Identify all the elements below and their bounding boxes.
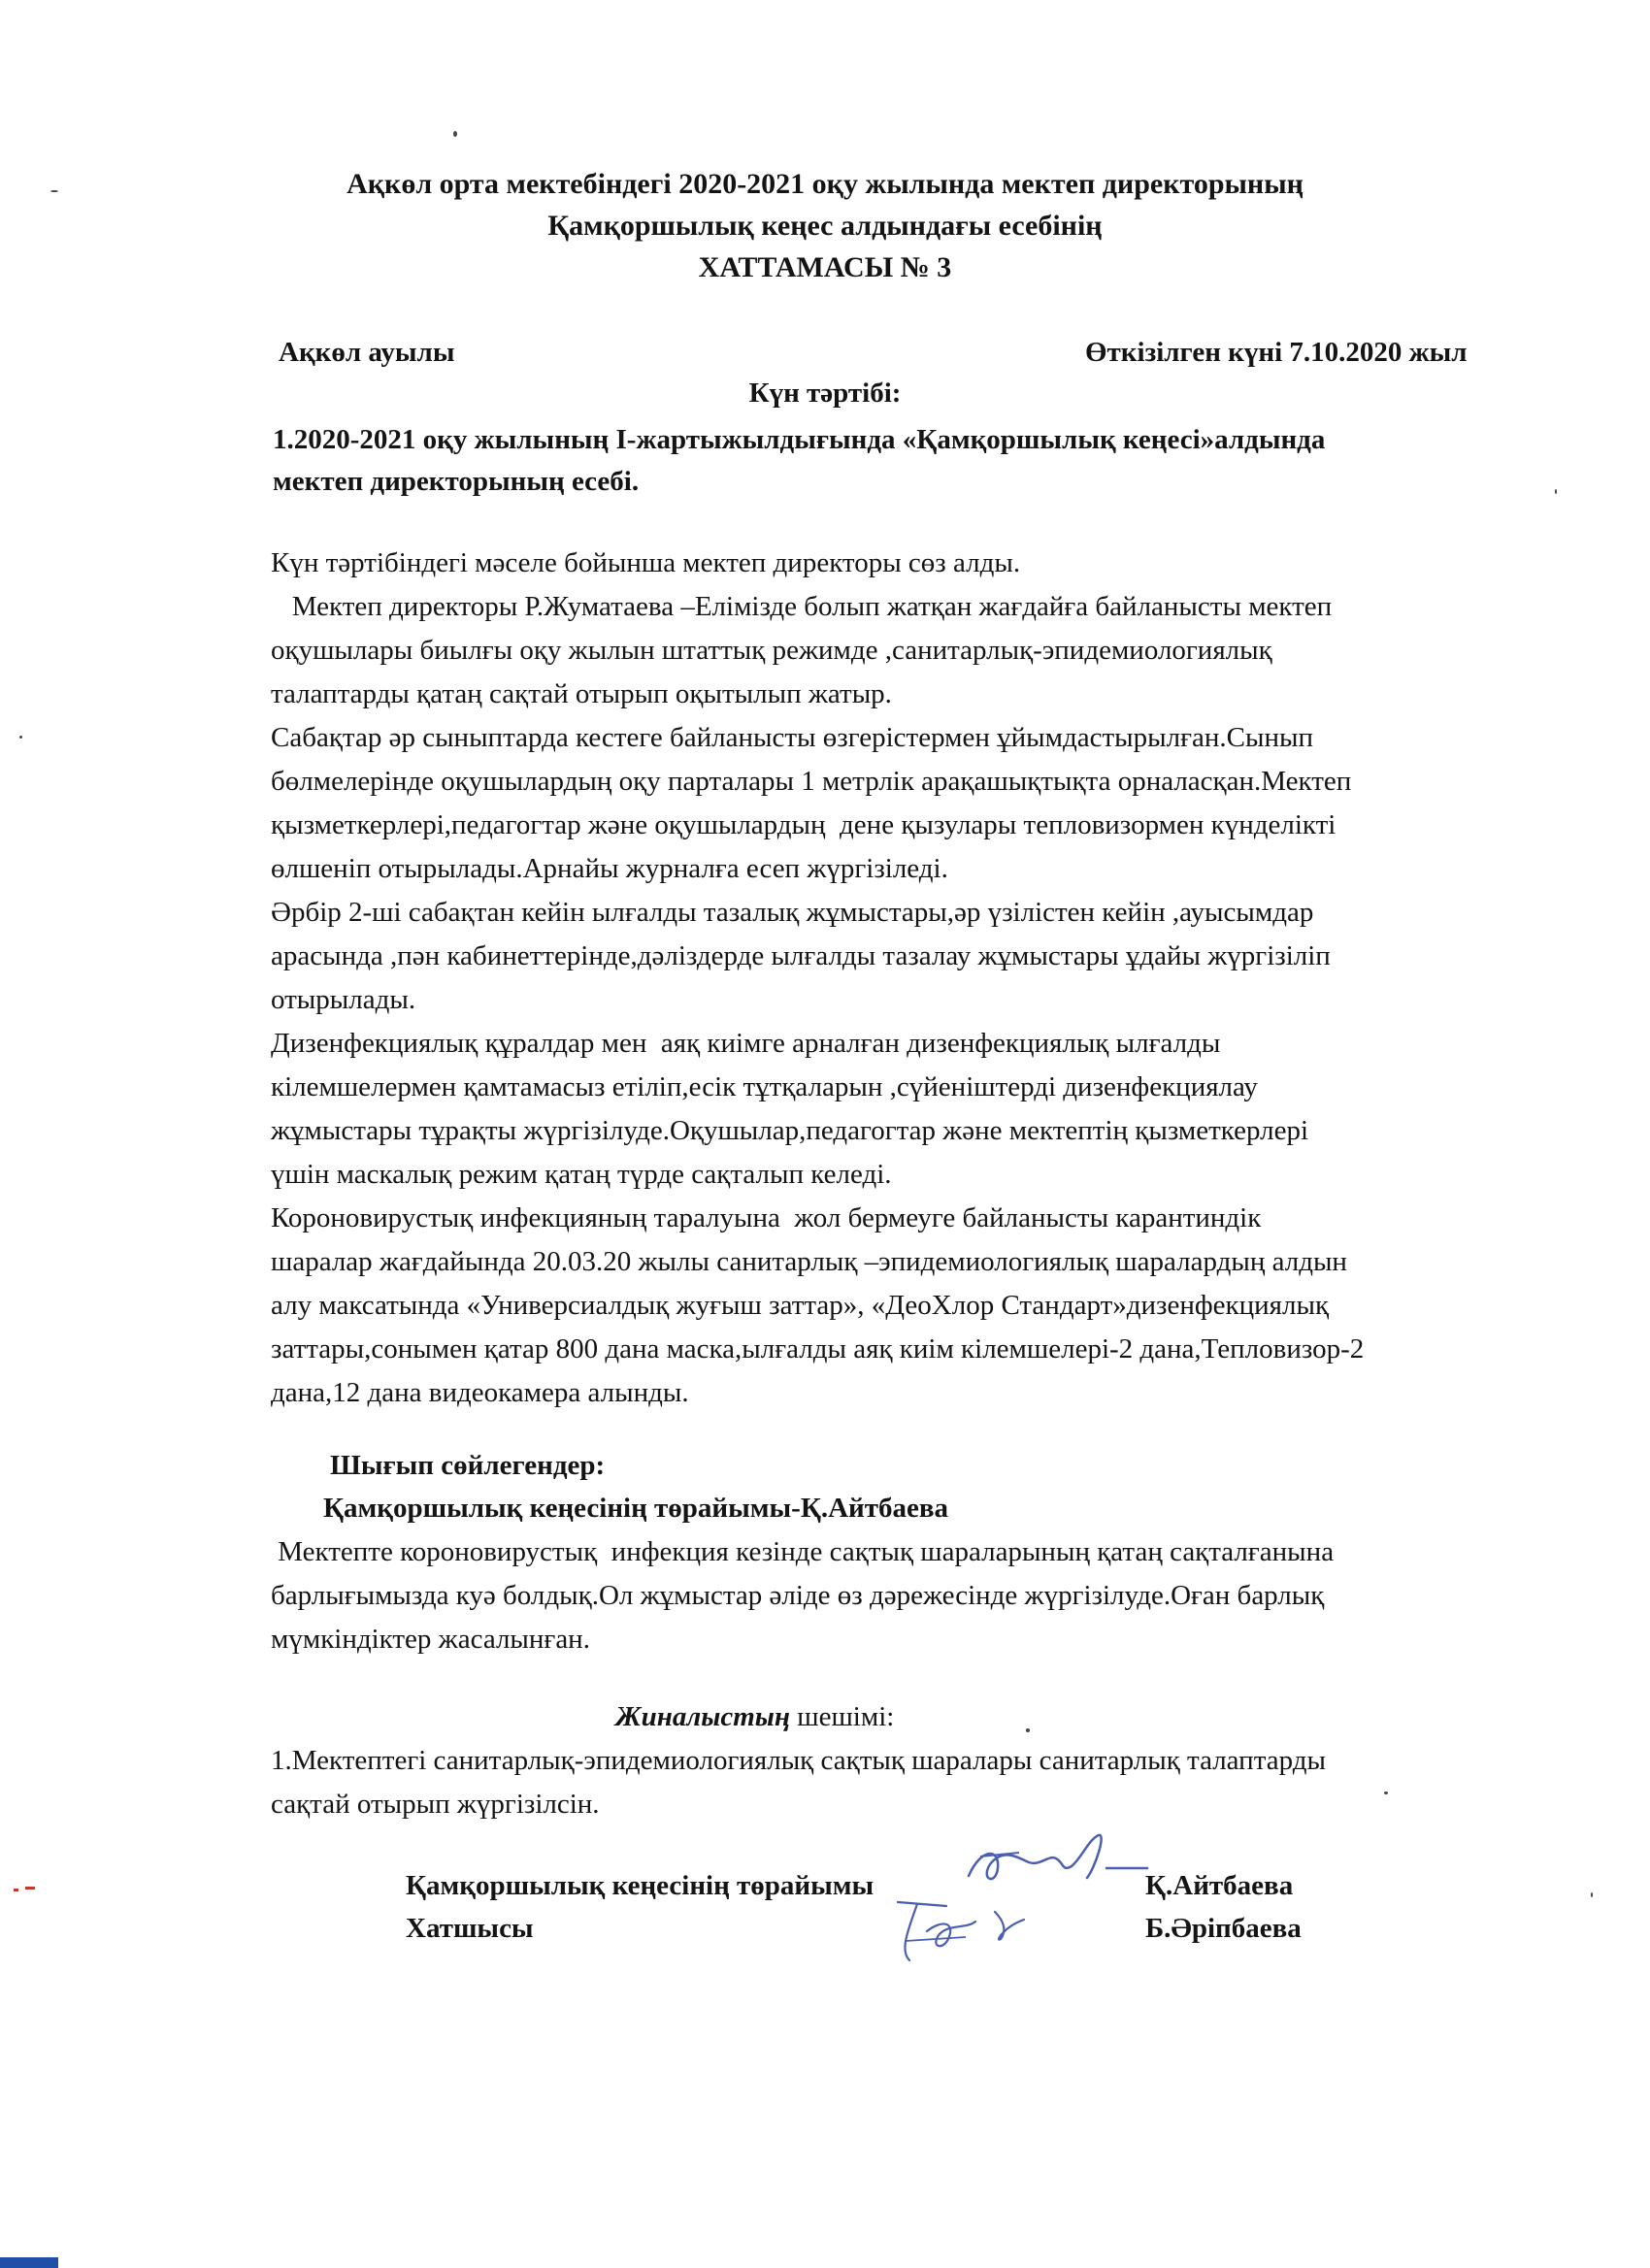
scan-edge-mark bbox=[0, 2257, 58, 2268]
decision-title-bold: Жиналыстың bbox=[615, 1701, 791, 1732]
meeting-place: Ақкөл ауылы bbox=[279, 337, 455, 368]
body-line: шаралар жағдайында 20.03.20 жылы санитарлық –эпидемиологиялық шаралардың алдын bbox=[271, 1246, 1347, 1277]
body-line: Короновирустық инфекцияның таралуына жол бермеуге байланысты карантиндік bbox=[271, 1202, 1262, 1233]
body-line: жұмыстары тұрақты жүргізілуде.Оқушылар,педагогтар және мектептің қызметкерлері bbox=[271, 1115, 1309, 1146]
secretary-signature bbox=[888, 1892, 1063, 1970]
scan-speck bbox=[1555, 489, 1557, 494]
speech-line: Мектепте короновирустық инфекция кезінде сақтық шараларының қатаң сақталғанына bbox=[271, 1536, 1335, 1567]
body-line: Әрбір 2-ші сабақтан кейін ылғалды тазалық жұмыстары,әр үзілістен кейін ,ауысымдар bbox=[271, 897, 1314, 928]
body-line: өлшеніп отырылады.Арнайы журналға есеп жүргізіледі. bbox=[271, 853, 948, 884]
secretary-role: Хатшысы bbox=[406, 1913, 534, 1944]
decision-title-rest: шешімі: bbox=[790, 1701, 895, 1732]
scan-speck bbox=[19, 736, 22, 739]
speech-line: барлығымызда куә болдық.Ол жұмыстар әліде өз дәрежесінде жүргізілуде.Оған барлық bbox=[271, 1580, 1325, 1611]
body-line: Дизенфекциялық құралдар мен аяқ киімге арналған дизенфекциялық ылғалды bbox=[271, 1028, 1221, 1059]
decision-line: 1.Мектептегі санитарлық-эпидемиологиялық сақтық шаралары санитарлық талаптарды bbox=[271, 1745, 1326, 1776]
speech-line: мүмкіндіктер жасалынған. bbox=[271, 1624, 590, 1655]
chair-role: Қамқоршылық кеңесінің төрайымы bbox=[406, 1870, 874, 1901]
doc-title-line-1: Ақкөл орта мектебіндегі 2020-2021 оқу жылында мектеп директорының bbox=[346, 168, 1304, 200]
chair-signature bbox=[961, 1829, 1155, 1897]
speaker-name: Қамқоршылық кеңесінің төрайымы-Қ.Айтбаева bbox=[323, 1493, 949, 1524]
margin-mark bbox=[25, 1887, 35, 1890]
body-line: талаптарды қатаң сақтай отырып оқытылып жатыр. bbox=[271, 678, 892, 709]
body-line: арасында ,пән кабинеттерінде,дәліздерде ылғалды тазалау жұмыстары ұдайы жүргізіліп bbox=[271, 940, 1331, 971]
doc-title-line-2: Қамқоршылық кеңес алдындағы есебінің bbox=[547, 210, 1103, 242]
scan-speck bbox=[50, 190, 58, 192]
body-line: оқушылары биылғы оқу жылын штаттық режимде ,санитарлық-эпидемиологиялық bbox=[271, 635, 1272, 666]
body-line: Күн тәртібіндегі мәселе бойынша мектеп директоры сөз алды. bbox=[271, 547, 1021, 578]
agenda-title: Күн тәртібі: bbox=[748, 378, 902, 409]
chair-name: Қ.Айтбаева bbox=[1145, 1870, 1294, 1901]
margin-mark bbox=[14, 1889, 18, 1891]
body-line: дана,12 дана видеокамера алынды. bbox=[271, 1377, 689, 1408]
body-line: алу максатында «Универсиалдық жуғыш заттар», «ДеоХлор Стандарт»дизенфекциялық bbox=[271, 1290, 1330, 1321]
body-line: заттары,сонымен қатар 800 дана маска,ылғалды аяқ киім кілемшелері-2 дана,Тепловизор-2 bbox=[271, 1333, 1365, 1364]
agenda-line: 1.2020-2021 оқу жылының І-жартыжылдығында «Қамқоршылық кеңесі»алдында bbox=[273, 424, 1326, 455]
agenda-line: мектеп директорының есебі. bbox=[273, 466, 640, 497]
scan-speck bbox=[453, 131, 457, 137]
body-line: отырылады. bbox=[271, 984, 416, 1015]
body-line: үшін маскалық режим қатаң түрде сақталып келеді. bbox=[271, 1159, 892, 1190]
scan-speck bbox=[1384, 1791, 1388, 1794]
body-line: кілемшелермен қамтамасыз етіліп,есік тұтқаларын ,сүйеніштерді дизенфекциялау bbox=[271, 1071, 1258, 1102]
scan-speck bbox=[1026, 1728, 1030, 1732]
body-line: Мектеп директоры Р.Жуматаева –Елімізде болып жатқан жағдайға байланысты мектеп bbox=[271, 591, 1333, 622]
meeting-date: Өткізілген күні 7.10.2020 жыл bbox=[1085, 337, 1468, 368]
body-line: қызметкерлері,педагогтар және оқушылардың дене қызулары тепловизормен күнделікті bbox=[271, 809, 1336, 840]
doc-title-protocol-number: ХАТТАМАСЫ № 3 bbox=[698, 251, 952, 283]
scan-speck bbox=[1591, 1892, 1593, 1897]
body-line: Сабақтар әр сыныптарда кестеге байланысты өзгерістермен ұйымдастырылған.Сынып bbox=[271, 722, 1313, 753]
secretary-name: Б.Әріпбаева bbox=[1145, 1913, 1302, 1944]
speakers-title: Шығып сөйлегендер: bbox=[330, 1450, 606, 1481]
decision-title bbox=[615, 1699, 894, 1734]
decision-line: сақтай отырып жүргізілсін. bbox=[271, 1789, 600, 1820]
body-line: бөлмелерінде оқушылардың оқу парталары 1 метрлік арақашықтықта орналасқан.Мектеп bbox=[271, 766, 1352, 797]
